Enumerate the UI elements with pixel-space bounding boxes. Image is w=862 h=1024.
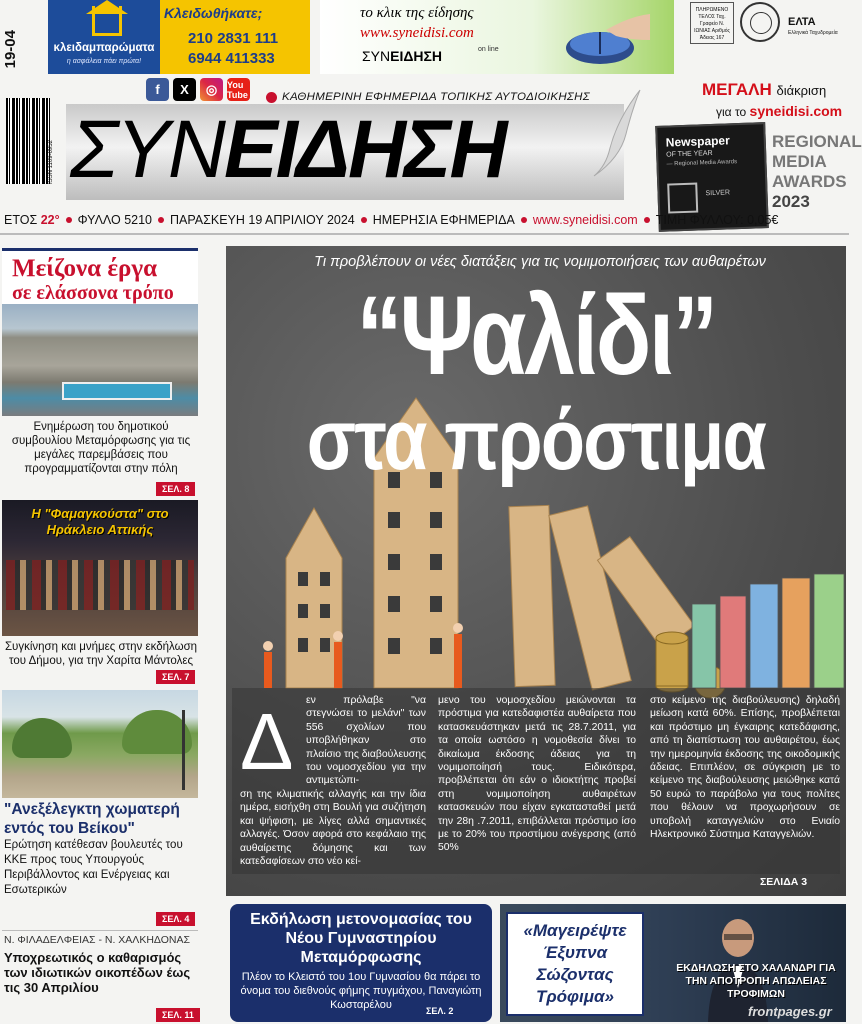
award-headline: ΜΕΓΑΛΗ διάκριση xyxy=(702,80,827,99)
story3-title[interactable]: "Ανεξέλεγκτη χωματερή εντός του Βείκου" xyxy=(4,801,180,837)
lead-page-ref: ΣΕΛΙΔΑ 3 xyxy=(760,876,808,888)
locksmith-phone-1: 210 2831 111 xyxy=(188,30,279,47)
ad-click-url: www.syneidisi.com xyxy=(360,25,474,41)
issue-date: ΠΑΡΑΣΚΕΥΗ 19 ΑΠΡΙΛΙΟΥ 2024 xyxy=(170,213,355,227)
story1-title-line2: σε ελάσσονα τρόπο xyxy=(12,282,174,304)
x-icon[interactable]: X xyxy=(173,78,196,101)
award-card-small: — Regional Media Awards xyxy=(666,159,738,168)
facebook-icon[interactable]: f xyxy=(146,78,169,101)
instagram-icon[interactable]: ◎ xyxy=(200,78,223,101)
lead-headline-line2[interactable]: στα πρόστιμα xyxy=(306,392,766,488)
award-card-sub: OF THE YEAR xyxy=(666,149,713,159)
story2-photo[interactable] xyxy=(2,500,198,636)
elta-logo: ΕΛΤΑ xyxy=(788,16,816,28)
issue-type: ΗΜΕΡΗΣΙΑ ΕΦΗΜΕΡΙΔΑ xyxy=(372,213,515,227)
separator-dot xyxy=(521,217,527,223)
lamp-post-shape xyxy=(182,710,185,790)
ad-click-line1: το κλικ της είδησης xyxy=(360,5,474,21)
regional-media-awards: REGIONAL MEDIA AWARDS 2023 xyxy=(772,132,862,211)
story3-caption: Ερώτηση κατέθεσαν βουλευτές του ΚΚΕ προς τους Υπουργούς Περιβάλλοντος και Ενέργειας και Εσωτερικών xyxy=(4,839,183,896)
locksmith-logo xyxy=(48,0,160,74)
issn: ISSN 1109-0952 xyxy=(48,140,54,184)
gym-renaming-box[interactable] xyxy=(230,904,492,1022)
locksmith-slogan: η ασφάλεια πάει πρώτα! xyxy=(66,58,142,65)
locksmith-phone-2: 6944 411333 xyxy=(188,50,275,67)
ad-click-online: on line xyxy=(478,46,499,53)
ad-syneidisi-online[interactable] xyxy=(320,0,674,74)
award-subline: για το syneidisi.com xyxy=(716,103,843,119)
elta-subtitle: Ελληνικά Ταχυδρομεία xyxy=(788,30,838,36)
ad-locksmith[interactable] xyxy=(48,0,310,74)
lead-dropcap: Δ xyxy=(240,697,294,786)
award-card-silver: SILVER xyxy=(705,189,731,198)
masthead-title: ΣΥΝΕΙΔΗΣΗ xyxy=(70,104,506,195)
locksmith-brand: κλειδαμπαρώματα xyxy=(53,42,155,54)
edition-code: 19-04 xyxy=(2,30,19,69)
story4-kicker: Ν. ΦΙΛΑΔΕΛΦΕΙΑΣ - Ν. ΧΑΛΚΗΔΟΝΑΣ xyxy=(4,934,190,946)
gym-renaming-headline: Εκδήλωση μετονομασίας του Νέου Γυμναστηρίου Μεταμόρφωσης xyxy=(250,911,472,966)
story2-page-tag: ΣΕΛ. 7 xyxy=(156,670,195,684)
story1-header[interactable] xyxy=(2,248,198,304)
masthead-rule xyxy=(0,233,849,235)
separator-dot xyxy=(158,217,164,223)
pool-shape xyxy=(62,382,172,400)
audience-shape xyxy=(6,560,194,610)
issue-price: ΤΙΜΗ ΦΥΛΛΟΥ: 0,05€ xyxy=(655,213,779,227)
feather-swoosh-icon xyxy=(590,88,650,178)
lead-body-col3: στο κείμενο της διαβούλευσης) δηλαδή μείωση κατά 60%. Επίσης, προβλέπεται και πρόστιμο μη έγκαιρης κατεδάφισης, από τη διαπίστωση του αυθαιρέτου, έως την ημερομηνία έκδοσης της οικοδομικής άδειας. Επιπλέον, σε σύγκριση με το κείμενο της διαβούλευσης μειώθηκε κατά 50 ευρώ το παράβολο για τους πολίτες που θέλουν να προχωρήσουν σε υποβολή καταγγελιών στο Ενιαίο Ηλεκτρονικό Σύστημα Καταγγελιών. xyxy=(650,695,840,841)
separator-dot xyxy=(644,217,650,223)
house-icon xyxy=(92,6,122,36)
issue-info-bar xyxy=(0,208,849,232)
postal-marks xyxy=(690,0,842,46)
barcode xyxy=(6,98,50,184)
story4-page-tag: ΣΕΛ. 11 xyxy=(156,1008,200,1022)
social-links xyxy=(146,78,250,101)
story3-page-tag: ΣΕΛ. 4 xyxy=(156,912,195,926)
story2-headline: Η "Φαμαγκούστα" στο Ηράκλειο Αττικής xyxy=(31,506,169,537)
lead-body-col2: μενο του νομοσχεδίου μειώνονται τα πρόστιμα για κατεδαφιστέα αυθαίρετα που κατασκευάστηκαν μετά τις 28.7.2011, για τα οποία ωστόσο η νομοθεσία δίνει το δικαίωμα έκδοσης άδειας για τη νομιμοποίησή τους. Ειδικότερα, προβλέπεται ότι εάν ο ιδιοκτήτης προβεί στη νομιμοποίηση αυθαιρέτων κατασκευών που είχαν εγκατασταθεί μετά την 28η .7.2011, επιβάλλεται πρόστιμο ίσο με το 20% του προστίμου ανέγερσης (από 50% xyxy=(438,695,636,854)
tree-shape xyxy=(12,718,72,758)
story1-photo xyxy=(2,304,198,416)
story4-title[interactable]: Υποχρεωτικός ο καθαρισμός των ιδιωτικών οικοπέδων έως τις 30 Απριλίου xyxy=(4,950,191,995)
year-label: ΕΤΟΣ 22° xyxy=(4,213,60,227)
issue-number: ΦΥΛΛΟ 5210 xyxy=(77,213,153,227)
masthead-tagline: ΚΑΘΗΜΕΡΙΝΗ ΕΦΗΜΕΡΙΔΑ ΤΟΠΙΚΗΣ ΑΥΤΟΔΙΟΙΚΗΣΗΣ xyxy=(282,91,590,103)
gym-renaming-text: Πλέον το Κλειστό του 1ου Γυμνασίου θα πάρει το όνομα του διεθνούς φήμης πυγμάχου, Παναγιώτη Κωσταρέλου xyxy=(240,971,482,1011)
lead-headline-line1[interactable]: “Ψαλίδι” xyxy=(356,273,716,398)
postal-seal-icon xyxy=(740,2,780,42)
locksmith-cta: Κλειδωθήκατε; xyxy=(164,5,263,21)
story1-caption: Ενημέρωση του δημοτικού συμβουλίου Μεταμόρφωσης για τις μεγάλες παρεμβάσεις που προγραμματίζονται στην πόλη xyxy=(11,421,191,475)
youtube-icon[interactable]: You Tube xyxy=(227,78,250,101)
separator-dot xyxy=(66,217,72,223)
lead-body-col1b: ση της κλιματικής αλλαγής και την ίδια ημέρα, εισήχθη στη Βουλή για συζήτηση και ψήφιση, με λίγες αλλά σημαντικές αλλαγές. Όσον αφορά στο κεφάλαιο της αυθαίρετης δόμησης και των κατεδαφίσεων στο νέο κεί- xyxy=(240,789,426,868)
story1-title-line1: Μείζονα έργα xyxy=(12,255,158,282)
story3-photo xyxy=(2,690,198,798)
site-url[interactable]: www.syneidisi.com xyxy=(532,213,638,227)
food-saving-caption: ΕΚΔΗΛΩΣΗ ΣΤΟ ΧΑΛΑΝΔΡΙ ΓΙΑ ΤΗΝ ΑΠΟΤΡΟΠΗ ΑΠΩΛΕΙΑΣ ΤΡΟΦΙΜΩΝ xyxy=(676,962,836,1000)
separator-dot xyxy=(361,217,367,223)
frontpages-watermark: frontpages.gr xyxy=(748,1004,832,1019)
food-saving-quote: «Μαγειρέψτε Έξυπνα Σώζοντας Τρόφιμα» xyxy=(506,912,644,1016)
lead-kicker: Τι προβλέπουν οι νέες διατάξεις για τις νομιμοποιήσεις των αυθαιρέτων xyxy=(314,254,766,270)
ad-click-brand: ΣΥΝΕΙΔΗΣΗ xyxy=(362,48,443,64)
lead-body-col1a: εν πρόλαβε "να στεγνώσει το μελάνι" των 556 σχολίων που υποβλήθηκαν στο πλαίσιο της διαβούλευσης του νομοσχεδίου για την αντιμετώπι- xyxy=(306,695,426,787)
gym-renaming-page: ΣΕΛ. 2 xyxy=(426,1006,454,1016)
postage-paid-box: ΠΛΗΡΩΜΕΝΟ ΤΕΛΟΣ Ταχ. Γραφείο Ν. ΙΩΝΙΑΣ Αριθμός Άδειας 167 xyxy=(690,2,734,44)
divider xyxy=(2,930,198,931)
locksmith-contact xyxy=(160,0,310,74)
story2-caption: Συγκίνηση και μνήμες στην εκδήλωση του Δήμου, για την Χαρίτα Μάντολες xyxy=(4,641,198,667)
story1-page-tag: ΣΕΛ. 8 xyxy=(156,482,195,496)
computer-mouse-icon xyxy=(560,10,652,66)
award-card-title: Newspaper xyxy=(665,133,731,150)
